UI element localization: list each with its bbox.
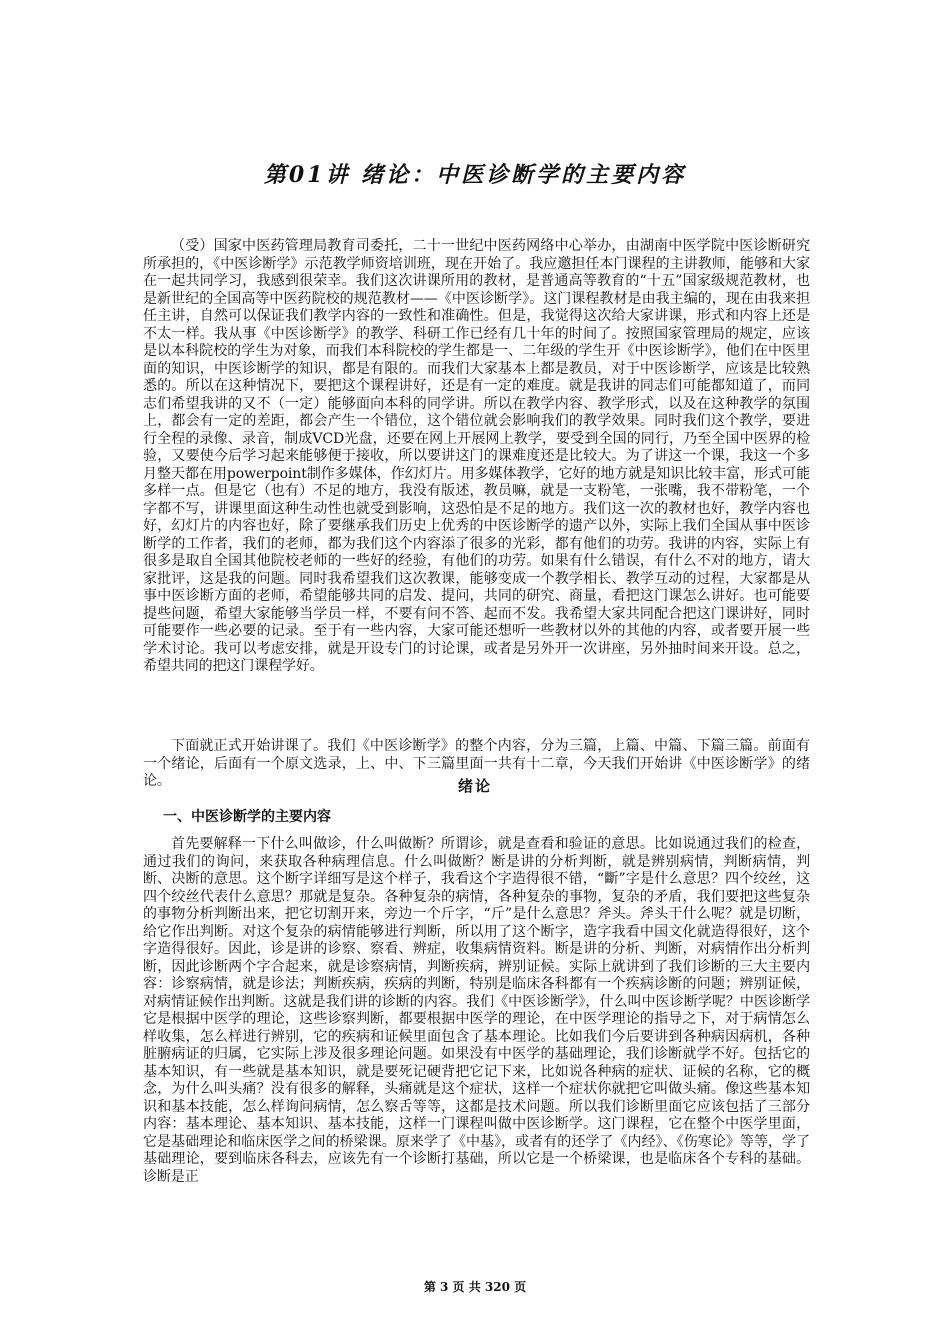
intro-paragraph: （受）国家中医药管理局教育司委托，二十一世纪中医药网络中心举办，由湖南中医学院中医诊断研究所承担的，《中医诊断学》示范教学师资培训班，现在开始了。我应邀担任本门课程的主讲教师，能够和大家在一起共同学习，我感到很荣幸。我们这次讲课所用的教材，是普通高等教育的“十五”国家级规范教材，也是新世纪的全国高等中医药院校的规范教材——《中医诊断学》。这门课程教材是由我主编的，现在由我来担任主讲，自然可以保证我们教学内容的一致性和准确性。但是，我觉得这次给大家讲课，形式和内容上还是不太一样。我从事《中医诊断学》的教学、科研工作已经有几十年的时间了。按照国家管理局的规定，应该是以本科院校的学生为对象，而我们本科院校的学生都是一、二年级的学生开《中医诊断学》，他们在中医里面的知识，中医诊断学的知识，都是有限的。而我们大家基本上都是教员，对于中医诊断学，应该是比较熟悉的。所以在这种情况下，要把这个课程讲好，还是有一定的难度。就是我讲的同志们可能都知道了，而同志们希望我讲的又不（一定）能够面向本科的同学讲。所以在教学内容、教学形式，以及在这种教学的氛围上，都会有一定的差距，都会产生一个错位，这个错位就会影响我们的教学效果。同时我们这个教学，要进行全程的录像、录音，制成VCD光盘，还要在网上开展网上教学，要受到全国的同行，乃至全国中医界的检验，又要使今后学习起来能够便于接收，所以要讲这门的课难度还是比较大。为了讲这一个课，我这一个多月整天都在用powerpoint制作多媒体，作幻灯片。用多媒体教学，它好的地方就是知识比较丰富，形式可能多样一点。但是它（也有）不足的地方，我没有版述，教员嘛，就是一支粉笔，一张嘴，我不带粉笔，一个字都不写，讲课里面这种生动性也就受到影响，这恐怕是不足的地方。我们这一次的教材也好，教学内容也好，幻灯片的内容也好，除了要继承我们历史上优秀的中医诊断学的遗产以外，实际上我们全国从事中医诊断学的工作者，我们的老师，都为我们这个内容添了很多的光彩，都有他们的功劳。我讲的内容，实际上有很多是取自全国其他院校老师的一些好的经验，有他们的功劳。如果有什么错误，有什么不对的地方，请大家批评，这是我的问题。同时我希望我们这次教课，能够变成一个教学相长、教学互动的过程，大家都是从事中医诊断方面的老师，希望能够共同的启发、提问，共同的研究、商量，看把这门课怎么讲好。也可能要提些问题，希望大家能够当学员一样，不要有问不答、起而不发。我希望大家共同配合把这门课讲好，同时可能要作一些必要的记录。至于有一些内容，大家可能还想听一些教材以外的其他的内容，或者要开展一些学术讨论。我可以考虑安排，就是开设专门的讨论课，或者是另外开一次讲座，另外抽时间来开设。总之，希望共同的把这门课程学好。 <box>143 238 810 674</box>
page-footer: 第 3 页 共 320 页 <box>423 1280 527 1294</box>
subsection-title: 一、中医诊断学的主要内容 <box>163 809 331 825</box>
page-title: 第01讲 绪论：中医诊断学的主要内容 <box>263 162 687 188</box>
section-title: 绪论 <box>457 777 492 795</box>
outline-paragraph: 下面就正式开始讲课了。我们《中医诊断学》的整个内容，分为三篇，上篇、中篇、下篇三篇。前面有一个绪论，后面有一个原文选录，上、中、下三篇里面一共有十二章，今天我们开始讲《中医诊断学》的绪论。 <box>143 738 810 789</box>
section-paragraph: 首先要解释一下什么叫做诊，什么叫做断？所谓诊，就是查看和验证的意思。比如说通过我们的检查，通过我们的询问，来获取各种病理信息。什么叫做断？断是讲的分析判断，就是辨别病情，判断病情，判断、决断的意思。这个断字详细写是这个样子，我看这个字造得很不错，“斷”字是什么意思？四个绞丝，这四个绞丝代表什么意思？那就是复杂。各种复杂的病情，各种复杂的事物，复杂的矛盾，我们要把这些复杂的事物分析判断出来，把它切割开来，旁边一个斤字，“斤”是什么意思？斧头。斧头干什么呢？就是切断，给它作出判断。对这个复杂的病情能够进行判断，所以用了这个断字，造字我看中国文化就造得很好，这个字造得很好。因此，诊是讲的诊察、察看、辨症，收集病情资料。断是讲的分析、判断，对病情作出分析判断，因此诊断两个字合起来，就是诊察病情，判断疾病，辨别证候。实际上就讲到了我们诊断的三大主要内容：诊察病情，就是诊法；判断疾病，疾病的判断，特别是临床各科都有一个疾病诊断的问题；辨别证候，对病情证候作出判断。这就是我们讲的诊断的内容。我们《中医诊断学》，什么叫中医诊断学呢？中医诊断学它是根据中医学的理论，这些诊察判断，都要根据中医学的理论，在中医学理论的指导之下，对于病情怎么样收集，怎么样进行辨别，它的疾病和证候里面包含了基本理论。比如我们今后要讲到各种病因病机，各种脏腑病证的归属，它实际上涉及很多理论问题。如果没有中医学的基础理论，我们诊断就学不好。包括它的基本知识，有一些就是基本知识，就是要死记硬背把它记下来，比如说各种病的症状、证候的名称，它的概念，为什么叫头痛？没有很多的解释，头痛就是这个症状，这样一个症状你就把它叫做头痛。像这些基本知识和基本技能，怎么样询问病情，怎么察舌等等，这都是技术问题。所以我们诊断里面它应该包括了三部分内容：基本理论、基本知识、基本技能，这样一门课程叫做中医诊断学。这门课程，它在整个中医学里面，它是基础理论和临床医学之间的桥梁课。原来学了《中基》，或者有的还学了《内经》、《伤寒论》等等，学了基础理论，要到临床各科去，应该先有一个诊断打基础，所以它是一个桥梁课，也是临床各个专科的基础。诊断是正 <box>143 836 810 1185</box>
